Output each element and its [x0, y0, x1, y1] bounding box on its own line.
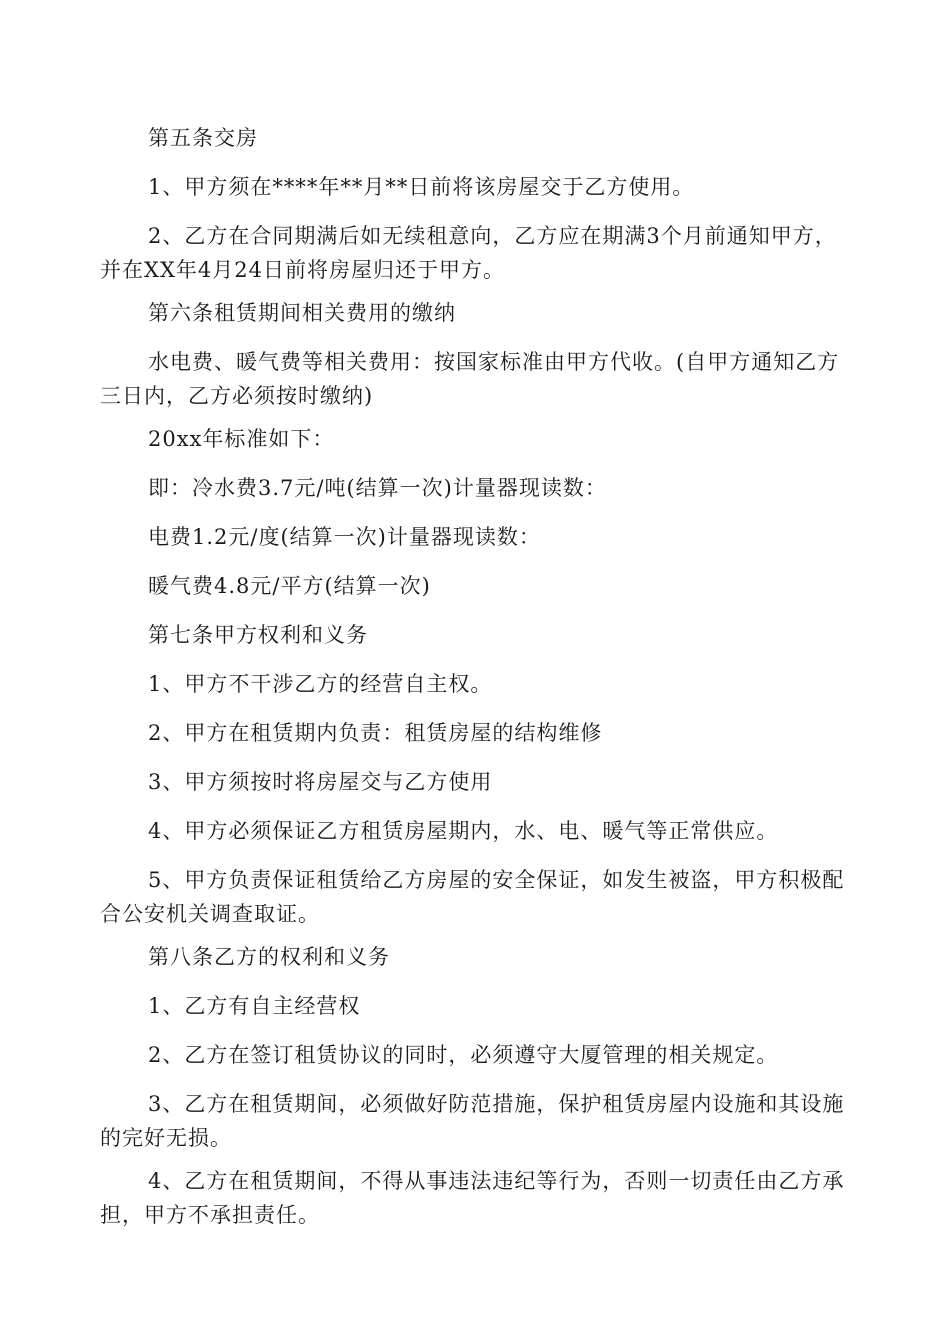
clause-5-2: 2、乙方在合同期满后如无续租意向，乙方应在期满3个月前通知甲方，并在XX年4月24日前将房屋归还于甲方。	[100, 224, 837, 282]
section-heading-7: 第七条甲方权利和义务	[148, 623, 368, 647]
section-heading-8: 第八条乙方的权利和义务	[148, 945, 390, 969]
clause-5-1: 1、甲方须在****年**月**日前将该房屋交于乙方使用。	[148, 175, 695, 199]
electricity-fee-line: 电费1.2元/度(结算一次)计量器现读数：	[148, 525, 541, 549]
clause-7-4: 4、甲方必须保证乙方租赁房屋期内，水、电、暖气等正常供应。	[148, 819, 779, 843]
clause-7-5: 5、甲方负责保证租赁给乙方房屋的安全保证，如发生被盗，甲方积极配合公安机关调查取证。	[100, 868, 845, 926]
standard-year-line: 20xx年标准如下：	[148, 427, 335, 451]
clause-8-2: 2、乙方在签订租赁协议的同时，必须遵守大厦管理的相关规定。	[148, 1043, 779, 1067]
clause-7-1: 1、甲方不干涉乙方的经营自主权。	[148, 672, 493, 696]
section-heading-6: 第六条租赁期间相关费用的缴纳	[148, 301, 456, 325]
heating-fee-line: 暖气费4.8元/平方(结算一次)	[148, 574, 431, 598]
fees-paragraph: 水电费、暖气费等相关费用：按国家标准由甲方代收。(自甲方通知乙方三日内，乙方必须按时缴纳)	[100, 350, 840, 408]
clause-8-3: 3、乙方在租赁期间，必须做好防范措施，保护租赁房屋内设施和其设施的完好无损。	[100, 1092, 845, 1150]
clause-8-4: 4、乙方在租赁期间，不得从事违法违纪等行为，否则一切责任由乙方承担，甲方不承担责任。	[100, 1169, 845, 1227]
water-fee-line: 即：冷水费3.7元/吨(结算一次)计量器现读数：	[148, 476, 607, 500]
clause-8-1: 1、乙方有自主经营权	[148, 994, 361, 1018]
clause-7-3: 3、甲方须按时将房屋交与乙方使用	[148, 770, 493, 794]
clause-7-2: 2、甲方在租赁期内负责：租赁房屋的结构维修	[148, 721, 603, 745]
section-heading-5: 第五条交房	[148, 126, 258, 150]
